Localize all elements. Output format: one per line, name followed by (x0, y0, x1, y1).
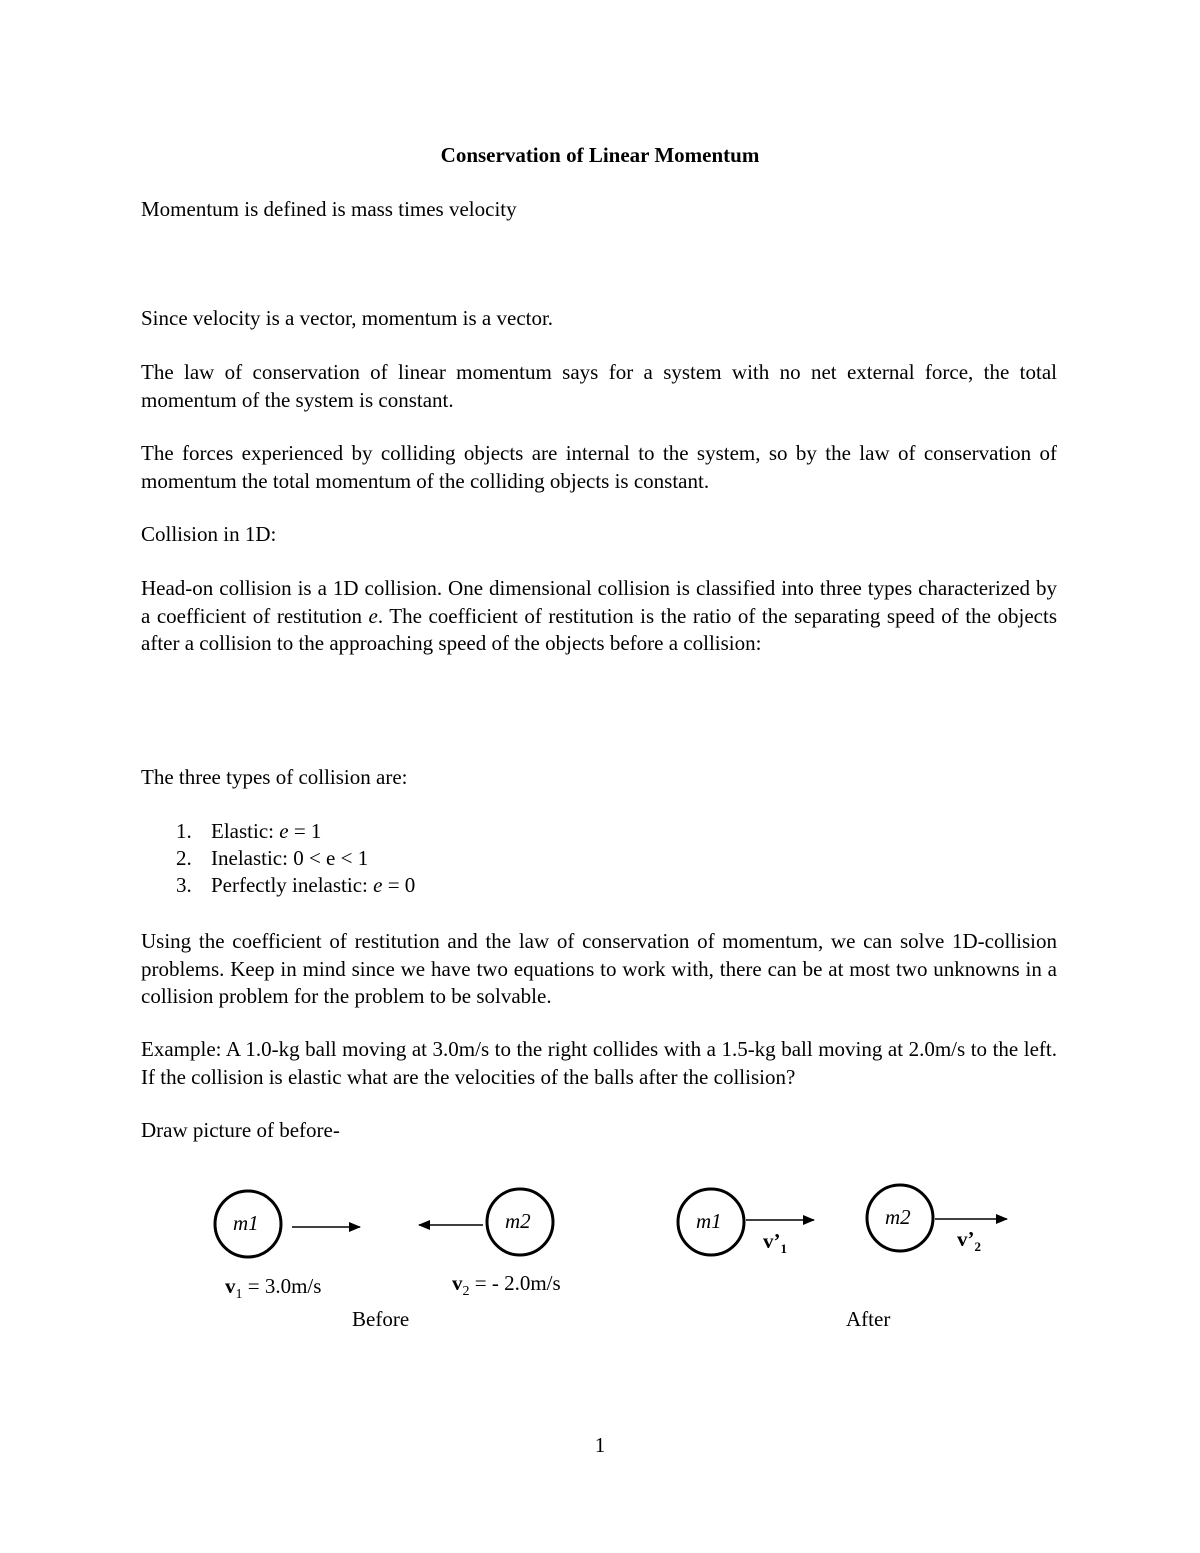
paragraph-example: Example: A 1.0-kg ball moving at 3.0m/s to the right collides with a 1.5-kg ball moving at 2.0m/s to the left. If the collision is elastic what are the velocities of the balls after the collision? (141, 1037, 1057, 1089)
after-velocity-2-label: $v’_2$ (957, 1227, 981, 1255)
after-caption: After (846, 1307, 891, 1331)
after-velocity-1-label: $v’_1$ (763, 1229, 787, 1257)
paragraph-solving-problems: Using the coefficient of restitution and the law of conservation of momentum, we can solve 1D-collision problems. Keep in mind since we have two equations to work with, there can be at most two unknowns in a collision problem for the problem to be solvable. (141, 929, 1057, 1008)
collision-diagram (0, 1175, 1200, 1345)
collision-diagram-graphic (0, 1175, 1200, 1345)
page-number: 1 (594, 1433, 606, 1457)
paragraph-vector: Since velocity is a vector, momentum is a vector. (141, 306, 554, 330)
paragraph-collision-1d-heading: Collision in 1D: (141, 522, 277, 546)
page-title: Conservation of Linear Momentum (440, 143, 760, 167)
paragraph-conservation-law: The law of conservation of linear momentum says for a system with no net external force, the total momentum of the system is constant. (141, 360, 1057, 412)
paragraph-types-intro: The three types of collision are: (141, 765, 408, 789)
before-ball-1-label: m1 (233, 1211, 259, 1235)
after-ball-1-label: m1 (696, 1209, 722, 1233)
paragraph-coefficient-restitution: Head-on collision is a 1D collision. One dimensional collision is classified into three types characterized by a coefficient of restitution e. The coefficient of restitution is the ratio of the separating speed of the objects after a collision to the approaching speed of the objects before a collision: (141, 576, 1057, 655)
paragraph-momentum-definition: Momentum is defined is mass times velocity (141, 197, 517, 221)
document-page: Conservation of Linear Momentum Momentum is defined is mass times velocity Since velocity is a vector, momentum is a vector. The law of conservation of linear momentum says for a system with no net external force, the total momentum of the system is constant. The forces experienced by colliding objects are internal to the system, so by the law of conservation of momentum the total momentum of the colliding objects is constant. Collision in 1D: Head-on collision is a 1D collision. One dimensional collision is classified into three types characterized by a coefficient of restitution e. The coefficient of restitution is the ratio of the separating speed of the objects after a collision to the approaching speed of the objects before a collision: The three types of collision are: 1. Elastic: e = 1 2. Inelastic: 0 < e < 1 3. Perfectly inelastic: e = 0 Using the coefficient of restitution and the law of conservation of momentum, we can solve 1D-collision problems. Keep in mind since we have two equations to work with, there can be at most two unknowns in a collision problem for the problem to be solvable. Example: A 1.0-kg ball moving at 3.0m/s to the right collides with a 1.5-kg ball moving at 2.0m/s to the left. If the collision is elastic what are the velocities of the balls after the collision? Draw picture of before- m1 m2 m1 m2 $v_1 = 3.0m/s$ $v_2$ = - 2.0m/s $v’_1$ $v’_2$ Before After 1 (0, 0, 1200, 1553)
paragraph-draw-picture: Draw picture of before- (141, 1118, 340, 1142)
before-caption: Before (352, 1307, 410, 1331)
restitution-symbol: e (368, 603, 378, 628)
before-ball-2-label: m2 (505, 1209, 531, 1233)
before-velocity-2-label: $v_2$ = - 2.0m/s (452, 1271, 561, 1300)
before-velocity-1-label: $v_1 = 3.0m/s$ (225, 1274, 322, 1303)
after-ball-2-label: m2 (885, 1205, 911, 1229)
paragraph-internal-forces: The forces experienced by colliding objects are internal to the system, so by the law of conservation of momentum the total momentum of the colliding objects is constant. (141, 441, 1057, 493)
